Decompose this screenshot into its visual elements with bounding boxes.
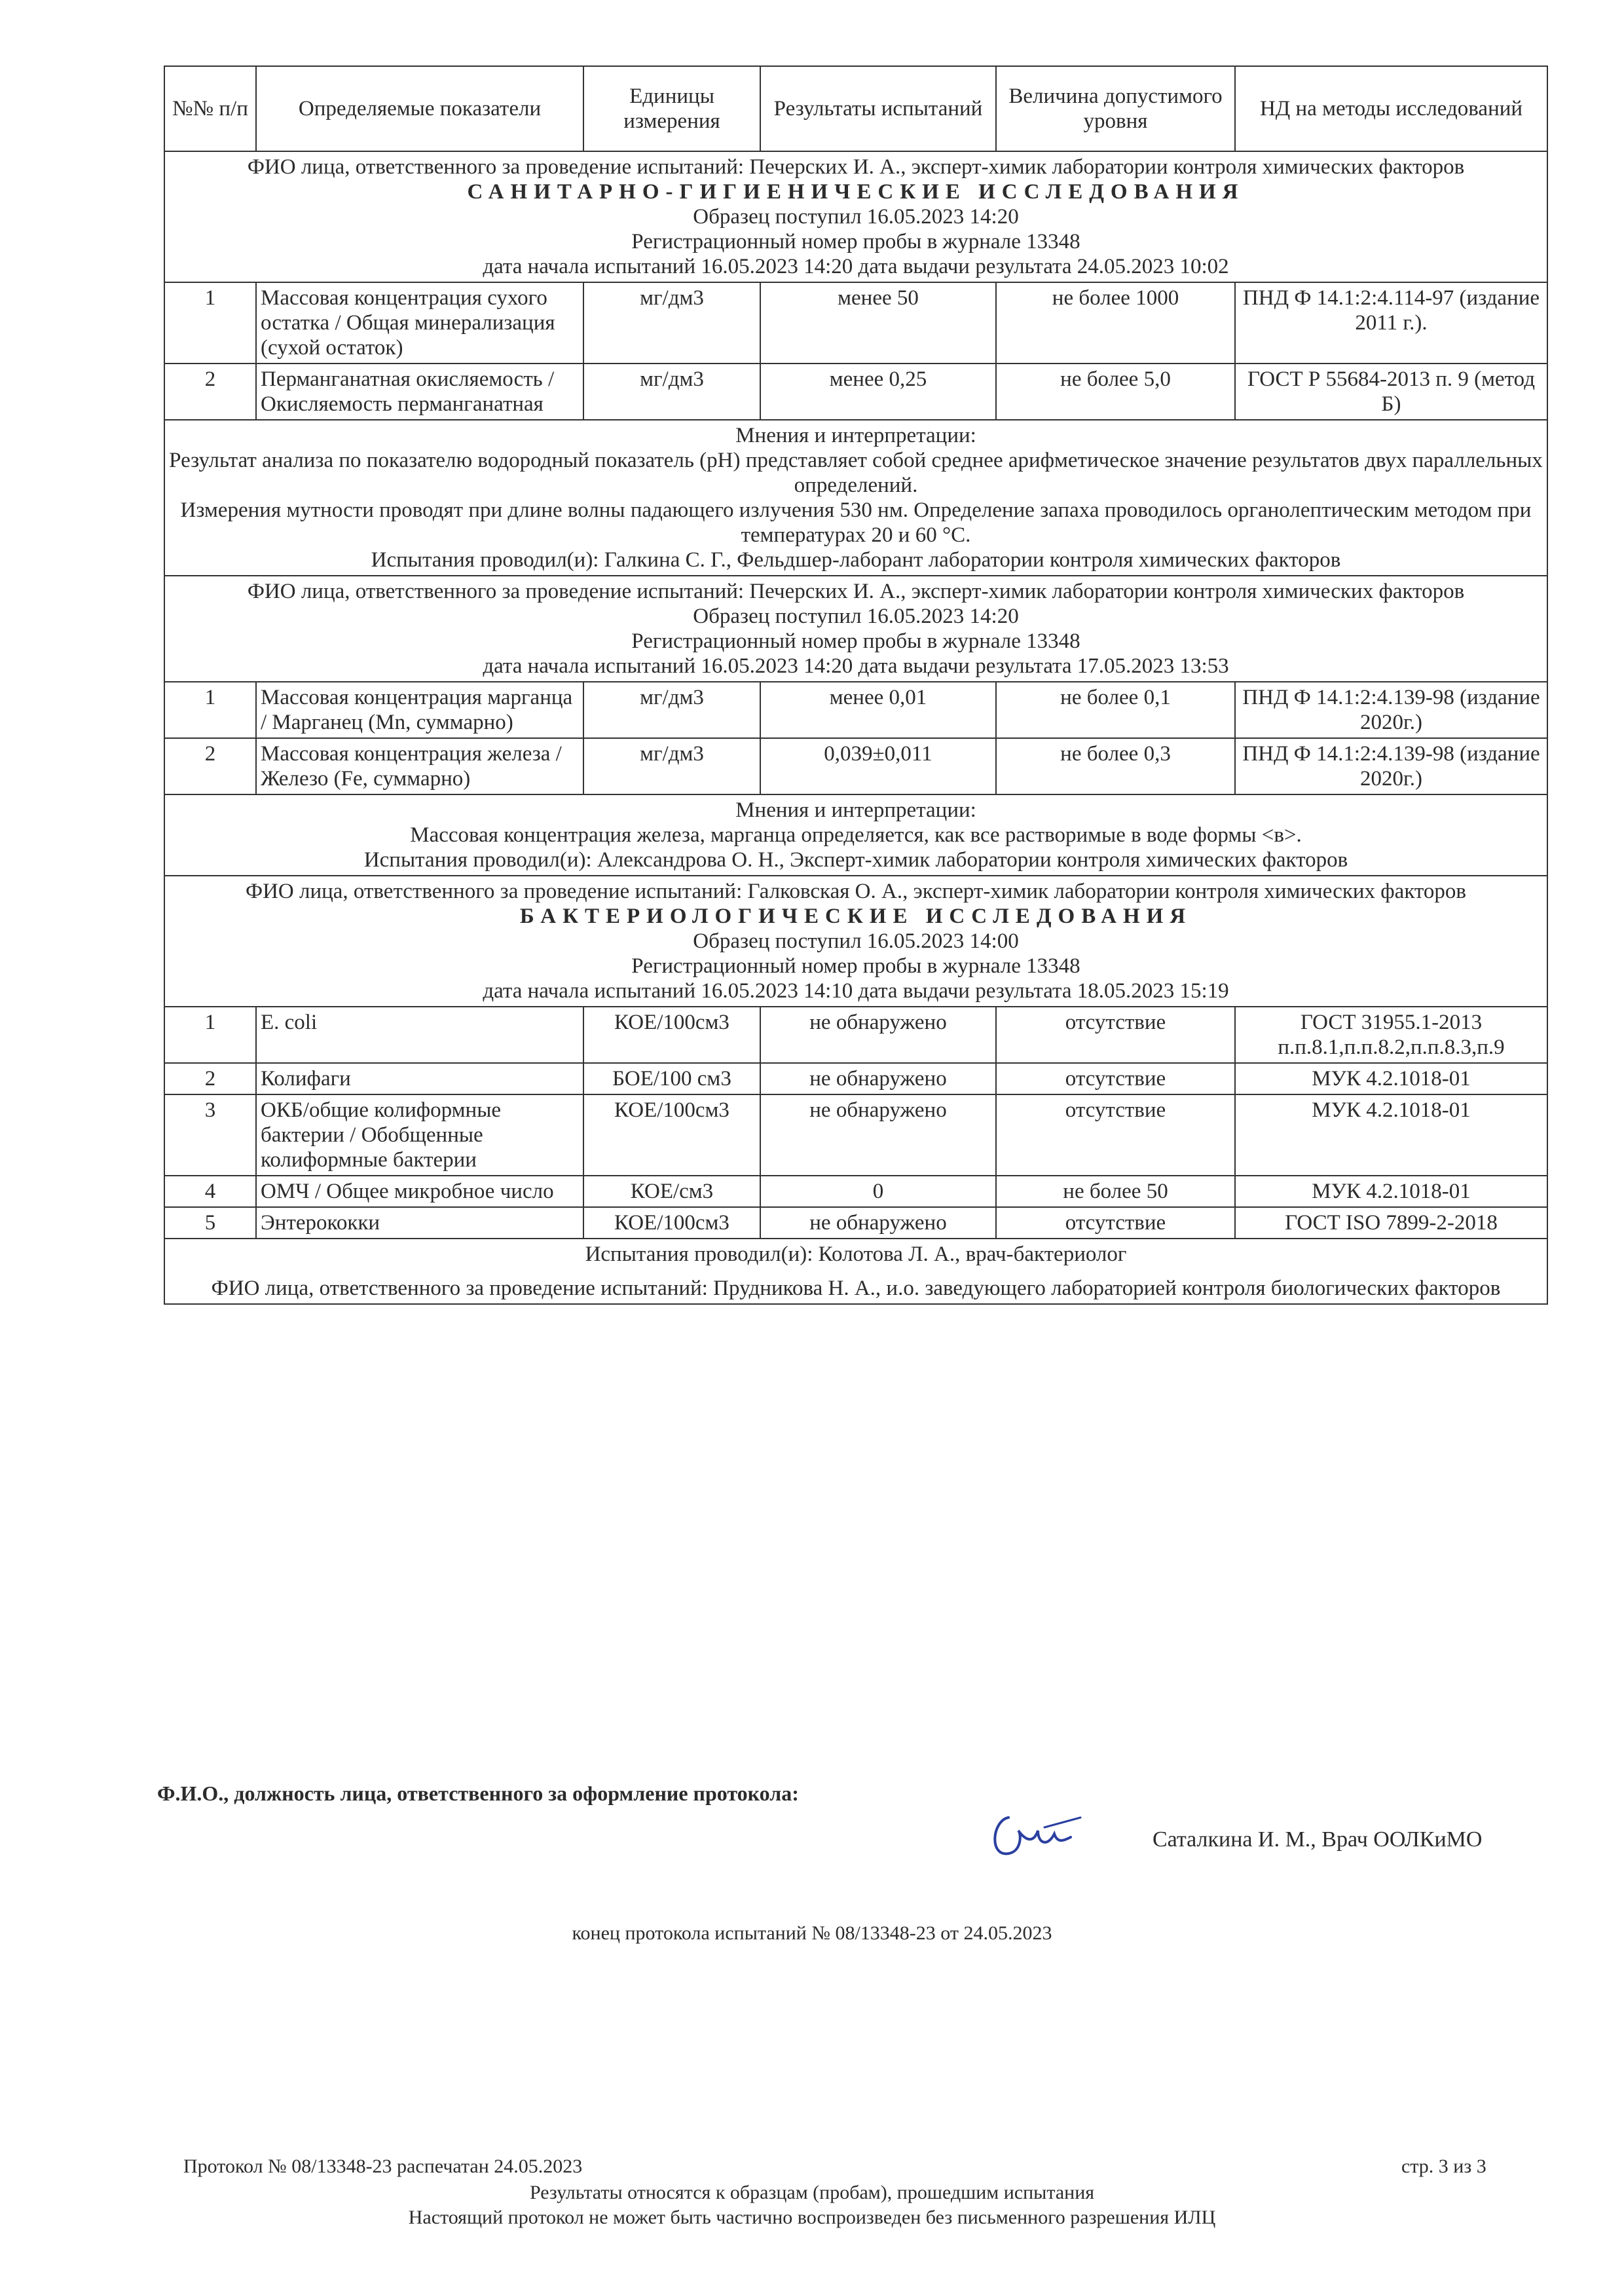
row-number: 3 xyxy=(164,1094,256,1176)
method: ПНД Ф 14.1:2:4.114-97 (издание 2011 г.). xyxy=(1235,282,1547,364)
tested-by: Испытания проводил(и): Колотова Л. А., врач-бактериолог xyxy=(585,1242,1127,1266)
footer-page: стр. 3 из 3 xyxy=(1401,2155,1486,2177)
method: ГОСТ Р 55684-2013 п. 9 (метод Б) xyxy=(1235,364,1547,420)
row-number: 2 xyxy=(164,1063,256,1094)
section-title: БАКТЕРИОЛОГИЧЕСКИЕ ИССЛЕДОВАНИЯ xyxy=(519,905,1192,928)
sample-received: Образец поступил 16.05.2023 14:20 xyxy=(693,205,1019,229)
header-method: НД на методы исследований xyxy=(1235,66,1547,151)
unit: мг/дм3 xyxy=(583,682,760,738)
test-dates: дата начала испытаний 16.05.2023 14:20 дата выдачи результата 24.05.2023 10:02 xyxy=(483,255,1229,278)
indicator-name: Колифаги xyxy=(256,1063,583,1094)
registration-number: Регистрационный номер пробы в журнале 13348 xyxy=(631,954,1080,978)
opinions-title: Мнения и интерпретации: xyxy=(735,798,976,822)
indicator-name: ОМЧ / Общее микробное число xyxy=(256,1176,583,1207)
limit: не более 50 xyxy=(996,1176,1235,1207)
limit: не более 0,3 xyxy=(996,738,1235,794)
unit: КОЕ/100см3 xyxy=(583,1094,760,1176)
header-limit: Величина допустимого уровня xyxy=(996,66,1235,151)
signature xyxy=(982,1798,1087,1870)
responsible-person: ФИО лица, ответственного за проведение испытаний: Прудникова Н. А., и.о. заведующего лабораторией контроля биологических факторов xyxy=(211,1277,1501,1300)
result: менее 50 xyxy=(760,282,996,364)
limit: не более 1000 xyxy=(996,282,1235,364)
protocol-responsible-name: Саталкина И. М., Врач ООЛКиМО xyxy=(1153,1827,1483,1852)
table-row xyxy=(164,1176,1547,1207)
indicator-name: Массовая концентрация железа / Железо (Fe, суммарно) xyxy=(256,738,583,794)
unit: КОЕ/100см3 xyxy=(583,1007,760,1063)
opinion-text: Результат анализа по показателю водородный показатель (pH) представляет собой среднее арифметическое значение результатов двух параллельных определений. xyxy=(169,449,1543,497)
section-title: САНИТАРНО-ГИГИЕНИЧЕСКИЕ ИССЛЕДОВАНИЯ xyxy=(467,180,1245,204)
method: МУК 4.2.1018-01 xyxy=(1235,1176,1547,1207)
sample-received: Образец поступил 16.05.2023 14:20 xyxy=(693,605,1019,628)
limit: не более 0,1 xyxy=(996,682,1235,738)
responsible-person: ФИО лица, ответственного за проведение испытаний: Печерских И. А., эксперт-химик лаборатории контроля химических факторов xyxy=(247,155,1465,179)
row-number: 5 xyxy=(164,1207,256,1239)
tested-by: Испытания проводил(и): Александрова О. Н., Эксперт-химик лаборатории контроля химических факторов xyxy=(363,848,1348,872)
opinions-row xyxy=(164,420,1547,576)
row-number: 1 xyxy=(164,282,256,364)
result: не обнаружено xyxy=(760,1207,996,1239)
registration-number: Регистрационный номер пробы в журнале 13348 xyxy=(631,230,1080,253)
unit: мг/дм3 xyxy=(583,282,760,364)
table-row xyxy=(164,364,1547,420)
sample-received: Образец поступил 16.05.2023 14:00 xyxy=(693,929,1019,953)
result: менее 0,01 xyxy=(760,682,996,738)
opinions-row xyxy=(164,794,1547,876)
opinion-text: Массовая концентрация железа, марганца определяется, как все растворимые в воде формы <в>. xyxy=(410,823,1302,847)
method: ПНД Ф 14.1:2:4.139-98 (издание 2020г.) xyxy=(1235,682,1547,738)
table-row xyxy=(164,738,1547,794)
header-results: Результаты испытаний xyxy=(760,66,996,151)
row-number: 1 xyxy=(164,1007,256,1063)
opinion-text: Измерения мутности проводят при длине волны падающего излучения 530 нм. Определение запаха проводилось органолептическим методом при температурах 20 и 60 °С. xyxy=(180,498,1532,547)
section-info-row xyxy=(164,151,1547,282)
registration-number: Регистрационный номер пробы в журнале 13348 xyxy=(631,629,1080,653)
method: МУК 4.2.1018-01 xyxy=(1235,1063,1547,1094)
table-row xyxy=(164,1207,1547,1239)
protocol-responsible-label: Ф.И.О., должность лица, ответственного за оформление протокола: xyxy=(157,1782,799,1805)
tested-by: Испытания проводил(и): Галкина С. Г., Фельдшер-лаборант лаборатории контроля химических факторов xyxy=(371,548,1341,572)
footer-line1: Результаты относятся к образцам (пробам), прошедшим испытания xyxy=(529,2182,1095,2203)
table-row xyxy=(164,682,1547,738)
limit: отсутствие xyxy=(996,1007,1235,1063)
row-number: 1 xyxy=(164,682,256,738)
limit: отсутствие xyxy=(996,1207,1235,1239)
table-row xyxy=(164,1007,1547,1063)
indicator-name: Массовая концентрация марганца / Марганец (Mn, суммарно) xyxy=(256,682,583,738)
table-header-row xyxy=(164,66,1547,151)
section-info-row xyxy=(164,576,1547,682)
limit: отсутствие xyxy=(996,1094,1235,1176)
row-number: 2 xyxy=(164,364,256,420)
section-info-row xyxy=(164,876,1547,1007)
table-row xyxy=(164,1094,1547,1176)
row-number: 4 xyxy=(164,1176,256,1207)
method: ГОСТ 31955.1-2013 п.п.8.1,п.п.8.2,п.п.8.3,п.9 xyxy=(1235,1007,1547,1063)
test-dates: дата начала испытаний 16.05.2023 14:10 дата выдачи результата 18.05.2023 15:19 xyxy=(483,979,1229,1003)
header-units: Единицы измерения xyxy=(583,66,760,151)
unit: мг/дм3 xyxy=(583,738,760,794)
method: МУК 4.2.1018-01 xyxy=(1235,1094,1547,1176)
limit: отсутствие xyxy=(996,1063,1235,1094)
limit: не более 5,0 xyxy=(996,364,1235,420)
header-num: №№ п/п xyxy=(164,66,256,151)
indicator-name: ОКБ/общие колиформные бактерии / Обобщенные колиформные бактерии xyxy=(256,1094,583,1176)
result: 0 xyxy=(760,1176,996,1207)
table-row xyxy=(164,282,1547,364)
responsible-person: ФИО лица, ответственного за проведение испытаний: Печерских И. А., эксперт-химик лаборатории контроля химических факторов xyxy=(247,580,1465,603)
method: ГОСТ ISO 7899-2-2018 xyxy=(1235,1207,1547,1239)
table-row xyxy=(164,1063,1547,1094)
responsible-person: ФИО лица, ответственного за проведение испытаний: Галковская О. А., эксперт-химик лаборатории контроля химических факторов xyxy=(246,880,1466,903)
indicator-name: Энтерококки xyxy=(256,1207,583,1239)
footer-line2: Настоящий протокол не может быть частично воспроизведен без письменного разрешения ИЛЦ xyxy=(408,2207,1216,2228)
result: не обнаружено xyxy=(760,1007,996,1063)
result: не обнаружено xyxy=(760,1094,996,1176)
result: менее 0,25 xyxy=(760,364,996,420)
indicator-name: Массовая концентрация сухого остатка / Общая минерализация (сухой остаток) xyxy=(256,282,583,364)
opinions-row xyxy=(164,1239,1547,1304)
test-dates: дата начала испытаний 16.05.2023 14:20 дата выдачи результата 17.05.2023 13:53 xyxy=(483,654,1229,678)
indicator-name: E. coli xyxy=(256,1007,583,1063)
header-indicator: Определяемые показатели xyxy=(256,66,583,151)
unit: БОЕ/100 см3 xyxy=(583,1063,760,1094)
unit: КОЕ/100см3 xyxy=(583,1207,760,1239)
results-table xyxy=(164,65,1548,1305)
result: не обнаружено xyxy=(760,1063,996,1094)
end-note: конец протокола испытаний № 08/13348-23 от 24.05.2023 xyxy=(572,1922,1052,1944)
indicator-name: Перманганатная окисляемость / Окисляемость перманганатная xyxy=(256,364,583,420)
unit: КОЕ/см3 xyxy=(583,1176,760,1207)
unit: мг/дм3 xyxy=(583,364,760,420)
row-number: 2 xyxy=(164,738,256,794)
result: 0,039±0,011 xyxy=(760,738,996,794)
method: ПНД Ф 14.1:2:4.139-98 (издание 2020г.) xyxy=(1235,738,1547,794)
opinions-title: Мнения и интерпретации: xyxy=(735,424,976,447)
footer-printed: Протокол № 08/13348-23 распечатан 24.05.2023 xyxy=(183,2155,583,2177)
